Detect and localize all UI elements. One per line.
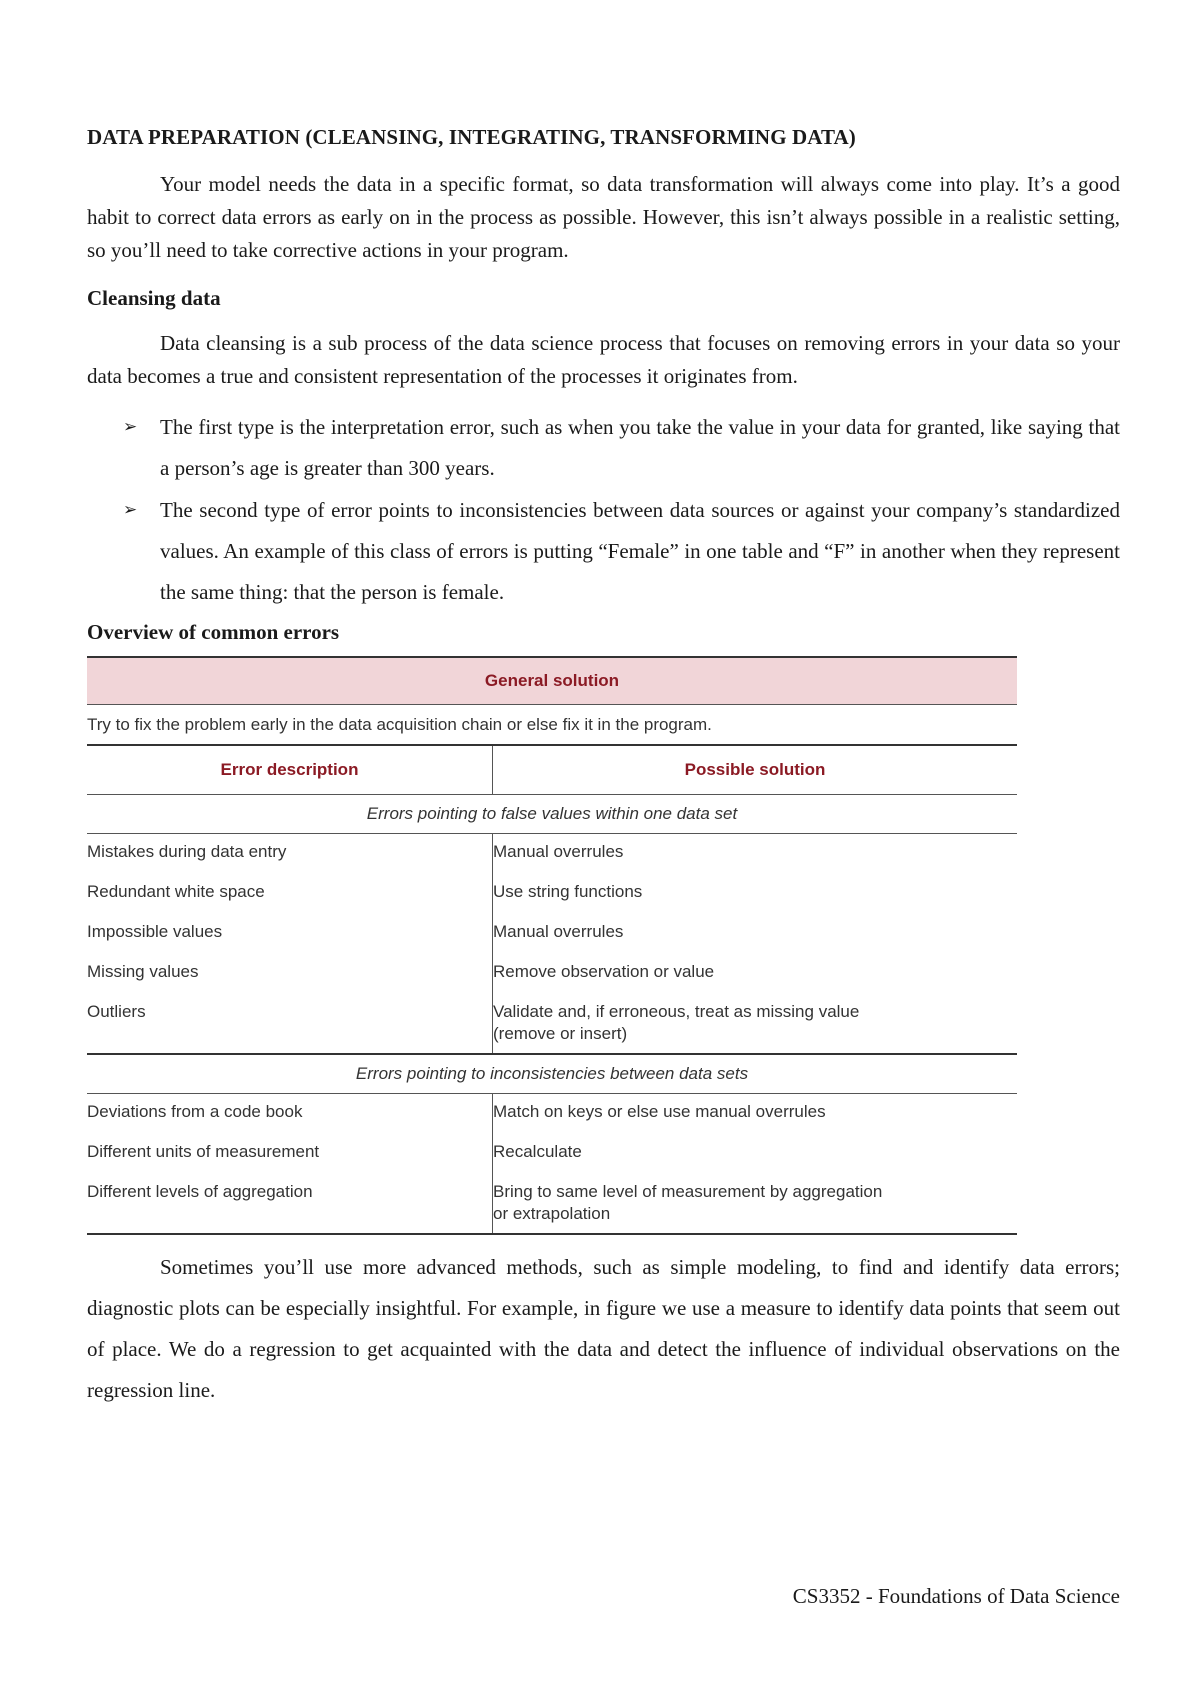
error-cell: Missing values xyxy=(87,954,493,994)
table-row xyxy=(87,705,1017,746)
solution-cell: Match on keys or else use manual overrules xyxy=(493,1102,826,1121)
solution-cell: Bring to same level of measurement by aggregation or extrapolation xyxy=(493,1174,1018,1234)
table-header-row xyxy=(87,745,1017,795)
error-type-list xyxy=(87,407,1120,613)
page-content xyxy=(87,122,1120,1411)
table-row xyxy=(87,834,1017,875)
error-cell: Different units of measurement xyxy=(87,1134,493,1174)
cleansing-paragraph: Data cleansing is a sub process of the data science process that focuses on removing errors in your data so your data becomes a true and consistent representation of the processes it originates from. xyxy=(87,331,1120,388)
table-row xyxy=(87,1134,1017,1174)
error-cell: Mistakes during data entry xyxy=(87,834,493,875)
common-errors-table xyxy=(87,656,1017,1235)
list-item xyxy=(87,490,1120,613)
table-row xyxy=(87,1094,1017,1135)
error-cell: Redundant white space xyxy=(87,874,493,914)
solution-cell: Manual overrules xyxy=(493,922,624,941)
table-row xyxy=(87,657,1017,705)
general-solution-text: Try to fix the problem early in the data acquisition chain or else fix it in the program. xyxy=(87,705,1017,746)
general-solution-header: General solution xyxy=(87,657,1017,705)
overview-heading: Overview of common errors xyxy=(87,620,340,644)
arrow-bullet-icon: ➢ xyxy=(123,417,138,437)
solution-cell: Remove observation or value xyxy=(493,962,715,981)
arrow-bullet-icon: ➢ xyxy=(123,500,138,520)
error-cell: Impossible values xyxy=(87,914,493,954)
solution-cell: Use string functions xyxy=(493,882,643,901)
solution-cell: Validate and, if erroneous, treat as missing value (remove or insert) xyxy=(493,994,1018,1054)
error-cell: Outliers xyxy=(87,994,493,1054)
error-cell: Different levels of aggregation xyxy=(87,1174,493,1234)
solution-cell: Manual overrules xyxy=(493,842,624,861)
list-item-text: The first type is the interpretation error, such as when you take the value in your data for granted, like saying that a person’s age is greater than 300 years. xyxy=(160,415,1120,480)
page-footer: CS3352 - Foundations of Data Science xyxy=(792,1584,1120,1608)
table-row xyxy=(87,994,1017,1054)
table-section-row xyxy=(87,795,1017,834)
table-row xyxy=(87,954,1017,994)
column-header-solution: Possible solution xyxy=(493,745,1018,795)
table-row xyxy=(87,1174,1017,1234)
page-title: DATA PREPARATION (CLEANSING, INTEGRATING, TRANSFORMING DATA) xyxy=(87,125,856,149)
solution-cell: Recalculate xyxy=(493,1142,582,1161)
table-row xyxy=(87,874,1017,914)
intro-paragraph: Your model needs the data in a specific format, so data transformation will always come into play. It’s a good habit to correct data errors as early on in the process as possible. However, this isn’t always possible in a realistic setting, so you’ll need to take corrective actions in your program. xyxy=(87,172,1120,262)
cleansing-heading: Cleansing data xyxy=(87,286,221,310)
error-cell: Deviations from a code book xyxy=(87,1094,493,1135)
column-header-error: Error description xyxy=(87,745,493,795)
closing-paragraph: Sometimes you’ll use more advanced methods, such as simple modeling, to find and identify data errors; diagnostic plots can be especially insightful. For example, in figure we use a measure to identify data points that seem out of place. We do a regression to get acquainted with the data and detect the influence of individual observations on the regression line. xyxy=(87,1255,1120,1402)
list-item-text: The second type of error points to inconsistencies between data sources or against your company’s standardized values. An example of this class of errors is putting “Female” in one table and “F” in another when they represent the same thing: that the person is female. xyxy=(160,498,1120,604)
table-section-row xyxy=(87,1054,1017,1094)
section-title: Errors pointing to inconsistencies between data sets xyxy=(87,1054,1017,1094)
table-row xyxy=(87,914,1017,954)
section-title: Errors pointing to false values within one data set xyxy=(87,795,1017,834)
list-item xyxy=(87,407,1120,489)
